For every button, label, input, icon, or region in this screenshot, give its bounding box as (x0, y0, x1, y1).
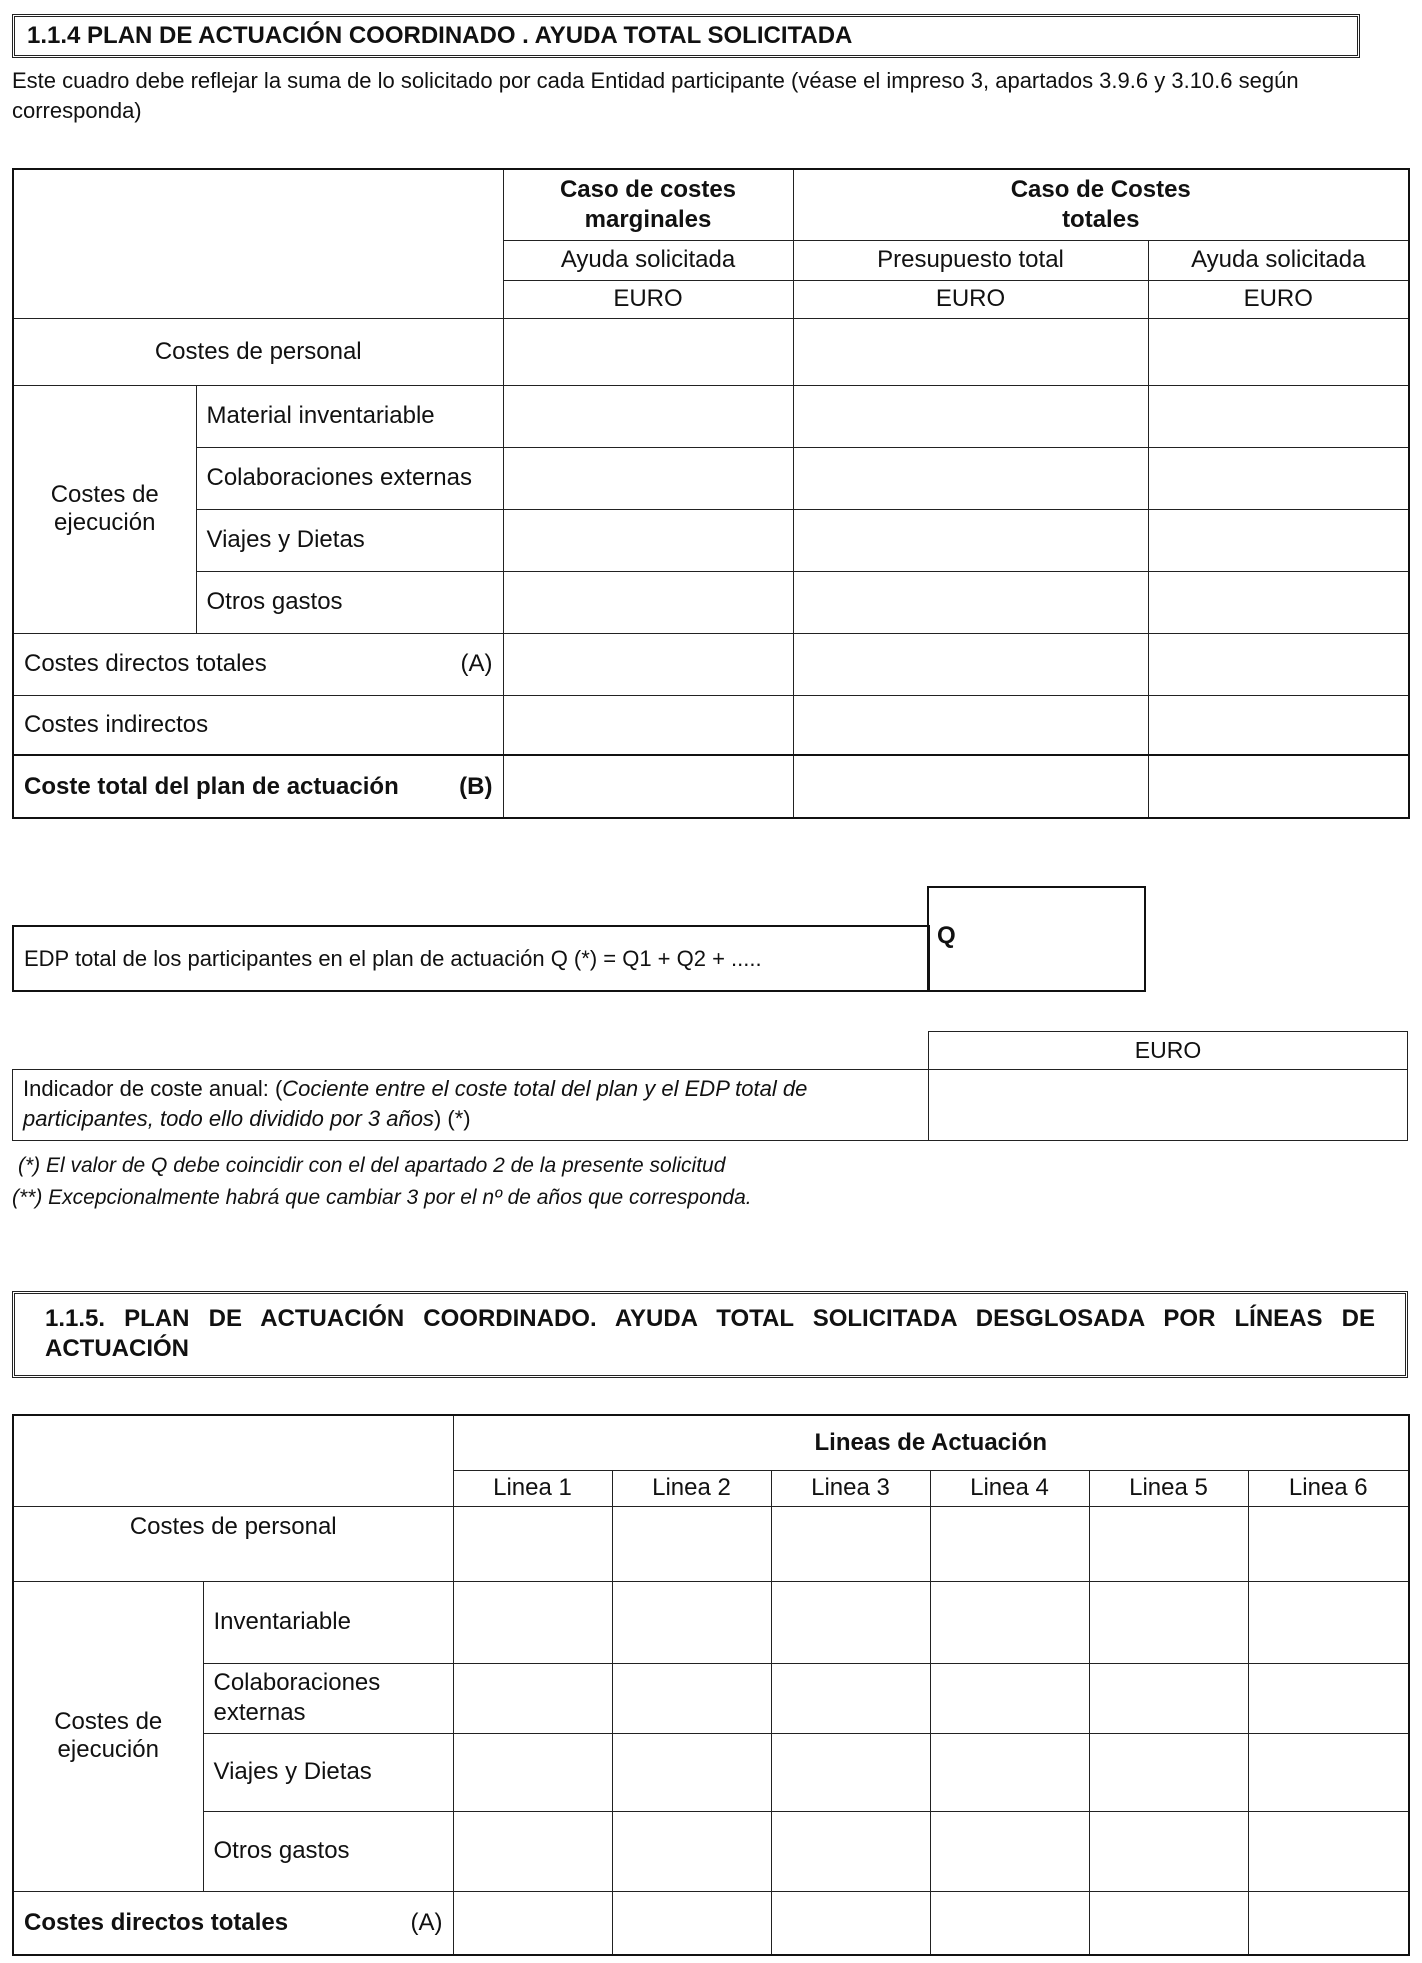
cell-viajes-presupuesto[interactable] (793, 509, 1148, 571)
linea-6-header: Linea 6 (1248, 1470, 1409, 1506)
cell-personal-l4[interactable] (930, 1506, 1089, 1581)
section-1-title: 1.1.4 PLAN DE ACTUACIÓN COORDINADO . AYUDA TOTAL SOLICITADA (27, 22, 853, 49)
cell-viajes-l1[interactable] (453, 1733, 612, 1811)
row-coste-total-tag: (B) (459, 772, 493, 800)
sub-ayuda-marginal: Ayuda solicitada (503, 240, 793, 280)
cell-directos-ayuda[interactable] (1148, 633, 1409, 695)
row-coste-total (13, 755, 503, 818)
row-viajes-dietas: Viajes y Dietas (196, 509, 503, 571)
edp-label-box (12, 925, 930, 992)
sub-ayuda-total: Ayuda solicitada (1148, 240, 1409, 280)
cell-indirectos-ayuda[interactable] (1148, 695, 1409, 755)
sub-presupuesto-total: Presupuesto total (793, 240, 1148, 280)
cell-personal-l1[interactable] (453, 1506, 612, 1581)
lineas-row-inventariable: Inventariable (203, 1581, 453, 1663)
section-1-intro: Este cuadro debe reflejar la suma de lo solicitado por cada Entidad participante (véase el impreso 3, apartados 3.9.6 y 3.10.6 según corresponda) (12, 68, 1299, 123)
cell-viajes-l6[interactable] (1248, 1733, 1409, 1811)
cell-directos-l5[interactable] (1089, 1891, 1248, 1955)
row-costes-personal: Costes de personal (13, 318, 503, 385)
group-costes-ejecucion-label: Costes de ejecución (50, 481, 159, 536)
row-material-inventariable: Material inventariable (196, 385, 503, 447)
cell-otros-l3[interactable] (771, 1811, 930, 1891)
cell-colab-l6[interactable] (1248, 1663, 1409, 1733)
indicador-italic: Cociente entre el coste total del plan y el EDP total de participantes, todo ello dividido por 3 años (23, 1076, 808, 1131)
unit-euro-2: EURO (793, 280, 1148, 318)
lineas-row-directos (13, 1891, 453, 1955)
cell-directos-presupuesto[interactable] (793, 633, 1148, 695)
cell-viajes-l5[interactable] (1089, 1733, 1248, 1811)
cell-indirectos-marginal[interactable] (503, 695, 793, 755)
row-coste-total-label: Coste total del plan de actuación (24, 772, 399, 800)
cell-colab-l5[interactable] (1089, 1663, 1248, 1733)
cell-colab-l4[interactable] (930, 1663, 1089, 1733)
lineas-table (12, 1414, 1410, 1956)
linea-3-header: Linea 3 (771, 1470, 930, 1506)
col-total-title: Caso de Costes totales (793, 169, 1409, 240)
cell-inventariable-l2[interactable] (612, 1581, 771, 1663)
row-otros-gastos: Otros gastos (196, 571, 503, 633)
cell-viajes-ayuda[interactable] (1148, 509, 1409, 571)
col-marginal-title: Caso de costes marginales (503, 169, 793, 240)
edp-label: EDP total de los participantes en el plan de actuación Q (*) = Q1 + Q2 + ..... (24, 945, 762, 971)
cell-otros-l1[interactable] (453, 1811, 612, 1891)
q-input-box[interactable] (927, 886, 1146, 992)
indicador-suffix: ) (*) (433, 1106, 471, 1131)
cell-personal-ayuda[interactable] (1148, 318, 1409, 385)
group-costes-ejecucion (13, 385, 196, 633)
unit-euro-3: EURO (1148, 280, 1409, 318)
cell-personal-l2[interactable] (612, 1506, 771, 1581)
lineas-row-personal (13, 1506, 453, 1581)
cell-indirectos-presupuesto[interactable] (793, 695, 1148, 755)
cell-directos-l4[interactable] (930, 1891, 1089, 1955)
cell-viajes-marginal[interactable] (503, 509, 793, 571)
cell-total-marginal[interactable] (503, 755, 793, 818)
cost-summary-table (12, 168, 1410, 819)
lineas-row-colaboraciones: Colaboraciones externas (203, 1663, 453, 1733)
cell-total-ayuda[interactable] (1148, 755, 1409, 818)
lineas-group-ejecucion (13, 1581, 203, 1891)
section-2-header (12, 1291, 1408, 1378)
cell-viajes-l3[interactable] (771, 1733, 930, 1811)
header-blank-cell (13, 169, 503, 318)
footnote-1: (*) El valor de Q debe coincidir con el del apartado 2 de la presente solicitud (18, 1154, 726, 1177)
unit-euro-1: EURO (503, 280, 793, 318)
cell-colab-marginal[interactable] (503, 447, 793, 509)
lineas-row-personal-label: Costes de personal (129, 1512, 337, 1540)
cell-viajes-l4[interactable] (930, 1733, 1089, 1811)
cell-directos-l1[interactable] (453, 1891, 612, 1955)
indicador-value-cell[interactable] (928, 1069, 1408, 1141)
cell-material-marginal[interactable] (503, 385, 793, 447)
cell-otros-l6[interactable] (1248, 1811, 1409, 1891)
linea-1-header: Linea 1 (453, 1470, 612, 1506)
lineas-row-viajes: Viajes y Dietas (203, 1733, 453, 1811)
section-2-title: 1.1.5. PLAN DE ACTUACIÓN COORDINADO. AYUDA TOTAL SOLICITADA DESGLOSADA POR LÍNEAS DE ACTUACIÓN (45, 1305, 1375, 1362)
cell-inventariable-l6[interactable] (1248, 1581, 1409, 1663)
cell-colab-ayuda[interactable] (1148, 447, 1409, 509)
cell-otros-ayuda[interactable] (1148, 571, 1409, 633)
cell-otros-l4[interactable] (930, 1811, 1089, 1891)
lineas-row-otros: Otros gastos (203, 1811, 453, 1891)
cell-colab-l3[interactable] (771, 1663, 930, 1733)
lineas-group-ejecucion-label: Costes de ejecución (54, 1708, 163, 1763)
cell-material-presupuesto[interactable] (793, 385, 1148, 447)
section-1-header (12, 14, 1360, 58)
indicador-prefix: Indicador de coste anual: ( (23, 1076, 283, 1101)
row-costes-directos-label: Costes directos totales (24, 650, 267, 677)
cell-inventariable-l1[interactable] (453, 1581, 612, 1663)
q-label: Q (937, 922, 956, 949)
cell-directos-l6[interactable] (1248, 1891, 1409, 1955)
cell-viajes-l2[interactable] (612, 1733, 771, 1811)
cell-material-ayuda[interactable] (1148, 385, 1409, 447)
footnote-2: (**) Excepcionalmente habrá que cambiar 3 por el nº de años que corresponda. (12, 1186, 752, 1209)
cell-otros-l5[interactable] (1089, 1811, 1248, 1891)
row-colaboraciones-externas: Colaboraciones externas (196, 447, 503, 509)
lineas-row-directos-label: Costes directos totales (24, 1908, 289, 1936)
indicador-label-box (12, 1069, 929, 1141)
cell-otros-marginal[interactable] (503, 571, 793, 633)
lineas-row-directos-tag: (A) (410, 1908, 443, 1936)
cell-colab-l2[interactable] (612, 1663, 771, 1733)
cell-directos-l2[interactable] (612, 1891, 771, 1955)
cell-directos-l3[interactable] (771, 1891, 930, 1955)
lineas-title: Lineas de Actuación (453, 1415, 1409, 1470)
cell-total-presupuesto[interactable] (793, 755, 1148, 818)
linea-2-header: Linea 2 (612, 1470, 771, 1506)
indicador-unit-box (928, 1031, 1408, 1069)
cell-otros-presupuesto[interactable] (793, 571, 1148, 633)
row-costes-indirectos: Costes indirectos (13, 695, 503, 755)
cell-inventariable-l4[interactable] (930, 1581, 1089, 1663)
cell-otros-l2[interactable] (612, 1811, 771, 1891)
cell-personal-l3[interactable] (771, 1506, 930, 1581)
linea-4-header: Linea 4 (930, 1470, 1089, 1506)
cell-directos-marginal[interactable] (503, 633, 793, 695)
row-costes-directos (13, 633, 503, 695)
cell-colab-presupuesto[interactable] (793, 447, 1148, 509)
cell-inventariable-l5[interactable] (1089, 1581, 1248, 1663)
linea-5-header: Linea 5 (1089, 1470, 1248, 1506)
cell-colab-l1[interactable] (453, 1663, 612, 1733)
cell-personal-l5[interactable] (1089, 1506, 1248, 1581)
cell-personal-presupuesto[interactable] (793, 318, 1148, 385)
indicador-unit: EURO (1134, 1037, 1202, 1063)
cell-inventariable-l3[interactable] (771, 1581, 930, 1663)
row-costes-directos-tag: (A) (460, 650, 493, 677)
cell-personal-l6[interactable] (1248, 1506, 1409, 1581)
lineas-header-blank (13, 1415, 453, 1506)
cell-personal-marginal[interactable] (503, 318, 793, 385)
